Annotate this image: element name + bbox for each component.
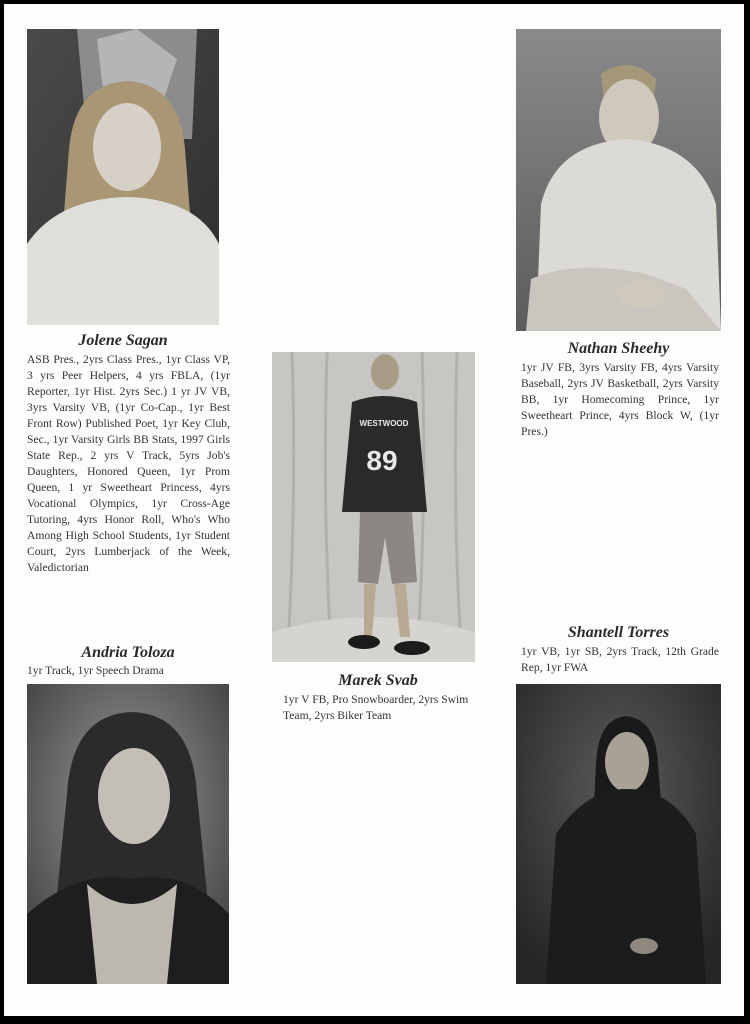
portrait-photo-marek-svab	[272, 352, 475, 662]
jersey-number: 89	[366, 445, 398, 476]
student-bio: 1yr JV FB, 3yrs Varsity FB, 4yrs Varsity Baseball, 2yrs JV Basketball, 2yrs Varsity BB, 1yr Homecoming Prince, 1yr Sweetheart Prince, 4yrs Block W, (1yr Pres.)	[521, 361, 719, 438]
student-name: Andria Toloza	[81, 644, 175, 661]
student-name: Jolene Sagan	[78, 332, 168, 349]
portrait-photo-andria-toloza	[27, 684, 229, 984]
student-bio: ASB Pres., 2yrs Class Pres., 1yr Class VP, 3 yrs Peer Helpers, 4 yrs FBLA, (1yr Reporter, 1yr Hist. 2yrs Sec.) 1 yr JV VB, 3yrs Varsity VB, (1yr Co-Cap., 1yr Best Front Row) Published Poet, 1yr Key Club, Sec., 1yr Varsity Girls BB Stats, 1997 Girls State Rep., 2 yrs V Track, 5yrs Job's Daughters, Honored Queen, 1yr Prom Queen, 1 yr Sweetheart Princess, 4yrs Vocational Olympics, 1yr Cross-Age Tutoring, 4yrs Honor Roll, Who's Who Among High School Students, 1yr Student Court, 2yrs Lumberjack of the Week, Valedictorian	[27, 353, 230, 574]
portrait-photo-nathan-sheehy	[516, 29, 721, 331]
student-bio: 1yr VB, 1yr SB, 2yrs Track, 12th Grade Rep, 1yr FWA	[521, 645, 719, 674]
portrait-photo-jolene-sagan	[27, 29, 219, 325]
student-name: Shantell Torres	[567, 624, 670, 641]
portrait-photo-shantell-torres	[516, 684, 721, 984]
student-bio: 1yr V FB, Pro Snowboarder, 2yrs Swim Team, 2yrs Biker Team	[283, 693, 469, 722]
jersey-text: WESTWOOD	[359, 419, 409, 428]
student-name: Nathan Sheehy	[567, 340, 670, 357]
student-bio: 1yr Track, 1yr Speech Drama	[27, 664, 164, 677]
student-name: Marek Svab	[338, 672, 418, 689]
yearbook-page	[4, 4, 744, 1016]
